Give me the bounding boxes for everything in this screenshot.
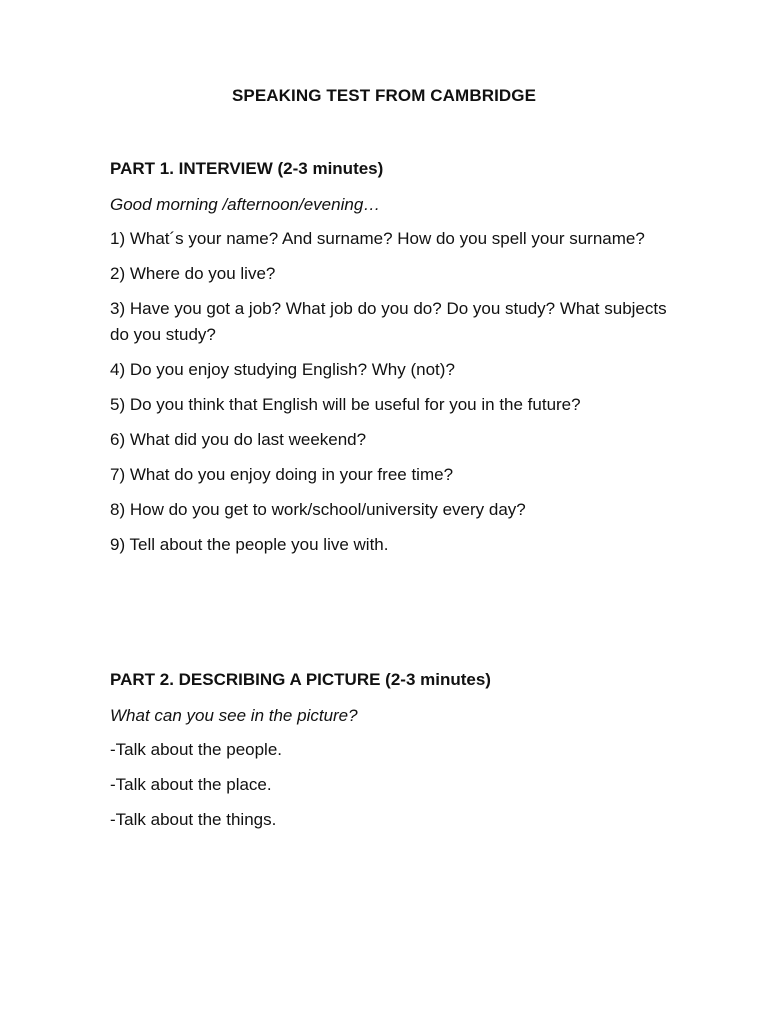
prompt-item: -Talk about the people.	[110, 740, 283, 759]
page-title: SPEAKING TEST FROM CAMBRIDGE	[231, 86, 537, 105]
question-item: 2) Where do you live?	[110, 264, 276, 283]
part2-heading: PART 2. DESCRIBING A PICTURE (2-3 minutes)	[110, 670, 491, 689]
prompt-item: -Talk about the place.	[110, 775, 272, 794]
part2-section	[110, 667, 670, 833]
part1-section	[110, 156, 670, 558]
part2-intro: What can you see in the picture?	[110, 706, 358, 725]
question-item: 5) Do you think that English will be useful for you in the future?	[110, 395, 581, 414]
question-item: 6) What did you do last weekend?	[110, 430, 367, 449]
prompt-item: -Talk about the things.	[110, 810, 277, 829]
question-item: 1) What´s your name? And surname? How do you spell your surname?	[110, 229, 645, 248]
question-item: 7) What do you enjoy doing in your free time?	[110, 465, 454, 484]
part1-intro: Good morning /afternoon/evening…	[110, 195, 381, 214]
question-item: 4) Do you enjoy studying English? Why (not)?	[110, 360, 455, 379]
question-item: 9) Tell about the people you live with.	[110, 535, 389, 554]
question-item: 3) Have you got a job? What job do you do? Do you study? What subjects do you study?	[110, 299, 667, 344]
question-item: 8) How do you get to work/school/university every day?	[110, 500, 526, 519]
part1-heading: PART 1. INTERVIEW (2-3 minutes)	[110, 159, 384, 178]
